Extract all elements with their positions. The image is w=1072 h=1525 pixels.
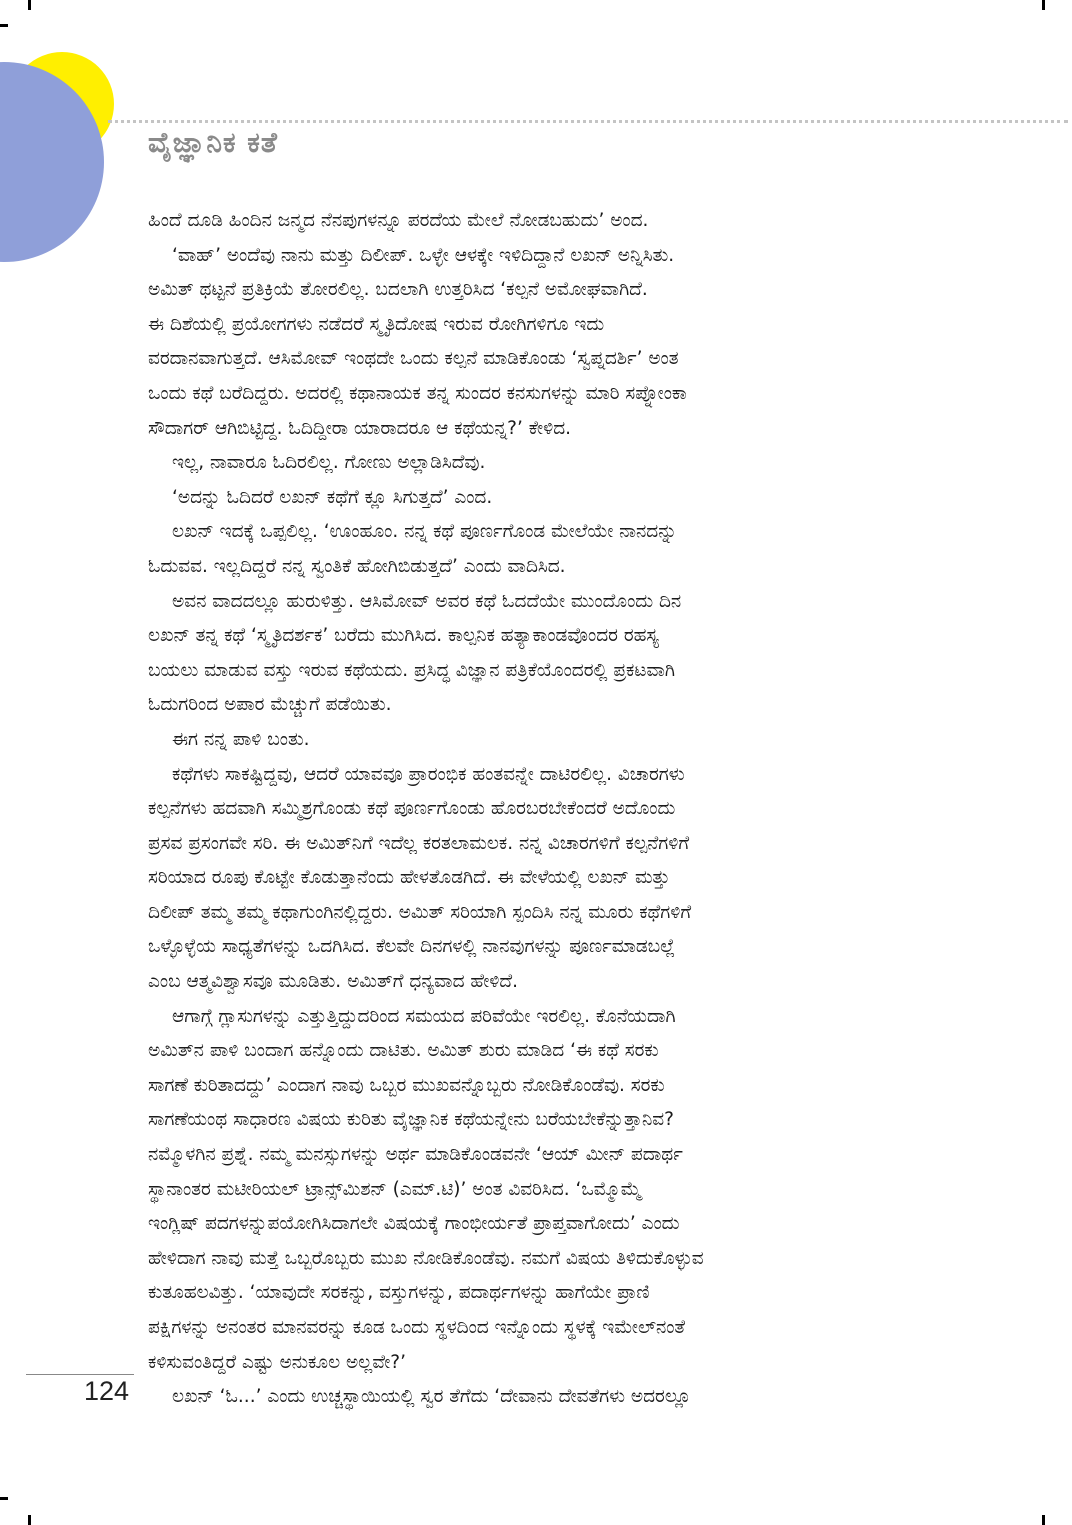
paragraph: ಲಖನ್ ಇದಕ್ಕೆ ಒಪ್ಪಲಿಲ್ಲ. ‘ಊಂಹೂಂ. ನನ್ನ ಕಥೆ ಪೂರ್ಣಗೊಂಡ ಮೇಲೆಯೇ ನಾನದನ್ನು ಓದುವವ. ಇಲ್ಲದಿದ್ದರೆ ನನ್ನ ಸ್ವಂತಿಕೆ ಹೋಗಿಬಿಡುತ್ತದೆ’ ಎಂದು ವಾದಿಸಿದ. — [148, 521, 677, 577]
crop-mark — [28, 0, 31, 10]
page-number: 124 — [84, 1376, 130, 1406]
section-title: ವೈಜ್ಞಾನಿಕ ಕತೆ — [148, 126, 278, 159]
crop-mark — [1042, 1515, 1045, 1525]
paragraph: ಈಗ ನನ್ನ ಪಾಳಿ ಬಂತು. — [172, 728, 310, 750]
crop-mark — [0, 1497, 8, 1500]
crop-mark — [1042, 0, 1045, 10]
paragraph: ಕಥೆಗಳು ಸಾಕಷ್ಟಿದ್ದವು, ಆದರೆ ಯಾವವೂ ಪ್ರಾರಂಭಿಕ ಹಂತವನ್ನೇ ದಾಟಿರಲಿಲ್ಲ. ವಿಚಾರಗಳು ಕಲ್ಪನೆಗಳು ಹದವಾಗಿ ಸಮ್ಮಿಶ್ರಗೊಂಡು ಕಥೆ ಪೂರ್ಣಗೊಂಡು ಹೊರಬರಬೇಕೆಂದರೆ ಅದೊಂದು ಪ್ರಸವ ಪ್ರಸಂಗವೇ ಸರಿ. ಈ ಅಮಿತ್‌ನಿಗೆ ಇದೆಲ್ಲ ಕರತಲಾಮಲಕ. ನನ್ನ ವಿಚಾರಗಳಿಗೆ ಕಲ್ಪನೆಗಳಿಗೆ ಸರಿಯಾದ ರೂಪು ಕೊಟ್ಟೇ ಕೊಡುತ್ತಾನೆಂದು ಹೇಳತೊಡಗಿದೆ. ಈ ವೇಳೆಯಲ್ಲಿ ಲಖನ್ ಮತ್ತು ದಿಲೀಪ್ ತಮ್ಮ ತಮ್ಮ ಕಥಾಗುಂಗಿನಲ್ಲಿದ್ದರು. ಅಮಿತ್ ಸರಿಯಾಗಿ ಸ್ಪಂದಿಸಿ ನನ್ನ ಮೂರು ಕಥೆಗಳಿಗೆ ಒಳ್ಳೊಳ್ಳೆಯ ಸಾಧ್ಯತೆಗಳನ್ನು ಒದಗಿಸಿದ. ಕೆಲವೇ ದಿನಗಳಲ್ಲಿ ನಾನವುಗಳನ್ನು ಪೂರ್ಣಮಾಡಬಲ್ಲೆ ಎಂಬ ಆತ್ಮವಿಶ್ವಾಸವೂ ಮೂಡಿತು. ಅಮಿತ್‌ಗೆ ಧನ್ಯವಾದ ಹೇಳಿದೆ. — [148, 763, 692, 993]
body-text — [148, 204, 948, 1415]
dotted-header-rule — [108, 120, 1068, 123]
paragraph: ಅವನ ವಾದದಲ್ಲೂ ಹುರುಳಿತ್ತು. ಆಸಿಮೋವ್ ಅವರ ಕಥೆ ಓದದೆಯೇ ಮುಂದೊಂದು ದಿನ ಲಖನ್ ತನ್ನ ಕಥೆ ‘ಸ್ಮೃತಿದರ್ಶಕ’ ಬರೆದು ಮುಗಿಸಿದ. ಕಾಲ್ಪನಿಕ ಹತ್ಯಾಕಾಂಡವೊಂದರ ರಹಸ್ಯ ಬಯಲು ಮಾಡುವ ವಸ್ತು ಇರುವ ಕಥೆಯದು. ಪ್ರಸಿದ್ಧ ವಿಜ್ಞಾನ ಪತ್ರಿಕೆಯೊಂದರಲ್ಲಿ ಪ್ರಕಟವಾಗಿ ಓದುಗರಿಂದ ಅಪಾರ ಮೆಚ್ಚುಗೆ ಪಡೆಯಿತು. — [148, 590, 682, 716]
crop-mark — [28, 1515, 31, 1525]
crop-mark — [0, 24, 8, 27]
paragraph: ಇಲ್ಲ, ನಾವಾರೂ ಓದಿರಲಿಲ್ಲ. ಗೋಣು ಅಲ್ಲಾಡಿಸಿದೆವು. — [172, 452, 486, 474]
page-number-rule — [26, 1374, 134, 1375]
paragraph: ಹಿಂದೆ ದೂಡಿ ಹಿಂದಿನ ಜನ್ಮದ ನೆನಪುಗಳನ್ನೂ ಪರದೆಯ ಮೇಲೆ ನೋಡಬಹುದು’ ಅಂದ. — [148, 210, 649, 231]
paragraph: ‘ಅದನ್ನು ಓದಿದರೆ ಲಖನ್ ಕಥೆಗೆ ಕ್ಲೂ ಸಿಗುತ್ತದೆ’ ಎಂದ. — [172, 486, 493, 508]
paragraph: ‘ವಾಹ್’ ಅಂದೆವು ನಾನು ಮತ್ತು ದಿಲೀಪ್. ಒಳ್ಳೇ ಆಳಕ್ಕೇ ಇಳಿದಿದ್ದಾನೆ ಲಖನ್ ಅನ್ನಿಸಿತು. ಅಮಿತ್ ಥಟ್ಟನೆ ಪ್ರತಿಕ್ರಿಯೆ ತೋರಲಿಲ್ಲ. ಬದಲಾಗಿ ಉತ್ತರಿಸಿದ ‘ಕಲ್ಪನೆ ಅಮೋಘವಾಗಿದೆ. ಈ ದಿಶೆಯಲ್ಲಿ ಪ್ರಯೋಗಗಳು ನಡೆದರೆ ಸ್ಮೃತಿದೋಷ ಇರುವ ರೋಗಿಗಳಿಗೂ ಇದು ವರದಾನವಾಗುತ್ತದೆ. ಆಸಿಮೋವ್ ಇಂಥದೇ ಒಂದು ಕಲ್ಪನೆ ಮಾಡಿಕೊಂಡು ‘ಸ್ವಪ್ನದರ್ಶಿ’ ಅಂತ ಒಂದು ಕಥೆ ಬರೆದಿದ್ದರು. ಅದರಲ್ಲಿ ಕಥಾನಾಯಕ ತನ್ನ ಸುಂದರ ಕನಸುಗಳನ್ನು ಮಾರಿ ಸಪ್ನೋಂಕಾ ಸೌದಾಗರ್ ಆಗಿಬಿಟ್ಟಿದ್ದ. ಓದಿದ್ದೀರಾ ಯಾರಾದರೂ ಆ ಕಥೆಯನ್ನ?’ ಕೇಳಿದ. — [148, 244, 687, 439]
paragraph: ಲಖನ್ ‘ಓ...’ ಎಂದು ಉಚ್ಚಸ್ಥಾಯಿಯಲ್ಲಿ ಸ್ವರ ತೆಗೆದು ‘ದೇವಾನು ದೇವತೆಗಳು ಅದರಲ್ಲೂ — [172, 1386, 691, 1408]
paragraph: ಆಗಾಗ್ಗೆ ಗ್ಲಾಸುಗಳನ್ನು ಎತ್ತುತ್ತಿದ್ದುದರಿಂದ ಸಮಯದ ಪರಿವೆಯೇ ಇರಲಿಲ್ಲ. ಕೊನೆಯದಾಗಿ ಅಮಿತ್‌ನ ಪಾಳಿ ಬಂದಾಗ ಹನ್ನೊಂದು ದಾಟಿತು. ಅಮಿತ್ ಶುರು ಮಾಡಿದ ‘ಈ ಕಥೆ ಸರಕು ಸಾಗಣೆ ಕುರಿತಾದದ್ದು’ ಎಂದಾಗ ನಾವು ಒಬ್ಬರ ಮುಖವನ್ನೊಬ್ಬರು ನೋಡಿಕೊಂಡೆವು. ಸರಕು ಸಾಗಣೆಯಂಥ ಸಾಧಾರಣ ವಿಷಯ ಕುರಿತು ವೈಜ್ಞಾನಿಕ ಕಥೆಯನ್ನೇನು ಬರೆಯಬೇಕೆನ್ನುತ್ತಾನಿವ? ನಮ್ಮೊಳಗಿನ ಪ್ರಶ್ನೆ. ನಮ್ಮ ಮನಸ್ಸುಗಳನ್ನು ಅರ್ಥ ಮಾಡಿಕೊಂಡವನೇ ‘ಆಯ್ ಮೀನ್ ಪದಾರ್ಥ ಸ್ಥಾನಾಂತರ ಮಟೀರಿಯಲ್ ಟ್ರಾನ್ಸ್‌ಮಿಶನ್ (ಎಮ್.ಟಿ)’ ಅಂತ ವಿವರಿಸಿದ. ‘ಒಮ್ಮೊಮ್ಮೆ ಇಂಗ್ಲಿಷ್ ಪದಗಳನ್ನುಪಯೋಗಿಸಿದಾಗಲೇ ವಿಷಯಕ್ಕೆ ಗಾಂಭೀರ್ಯತೆ ಪ್ರಾಪ್ತವಾಗೋದು’ ಎಂದು ಹೇಳಿದಾಗ ನಾವು ಮತ್ತೆ ಒಬ್ಬರೊಬ್ಬರು ಮುಖ ನೋಡಿಕೊಂಡೆವು. ನಮಗೆ ವಿಷಯ ತಿಳಿದುಕೊಳ್ಳುವ ಕುತೂಹಲವಿತ್ತು. ‘ಯಾವುದೇ ಸರಕನ್ನು, ವಸ್ತುಗಳನ್ನು, ಪದಾರ್ಥಗಳನ್ನು ಹಾಗೆಯೇ ಪ್ರಾಣಿ ಪಕ್ಷಿಗಳನ್ನು ಅನಂತರ ಮಾನವರನ್ನು ಕೂಡ ಒಂದು ಸ್ಥಳದಿಂದ ಇನ್ನೊಂದು ಸ್ಥಳಕ್ಕೆ ಇಮೇಲ್‌ನಂತೆ ಕಳಿಸುವಂತಿದ್ದರೆ ಎಷ್ಟು ಅನುಕೂಲ ಅಲ್ಲವೇ?’ — [148, 1005, 704, 1373]
